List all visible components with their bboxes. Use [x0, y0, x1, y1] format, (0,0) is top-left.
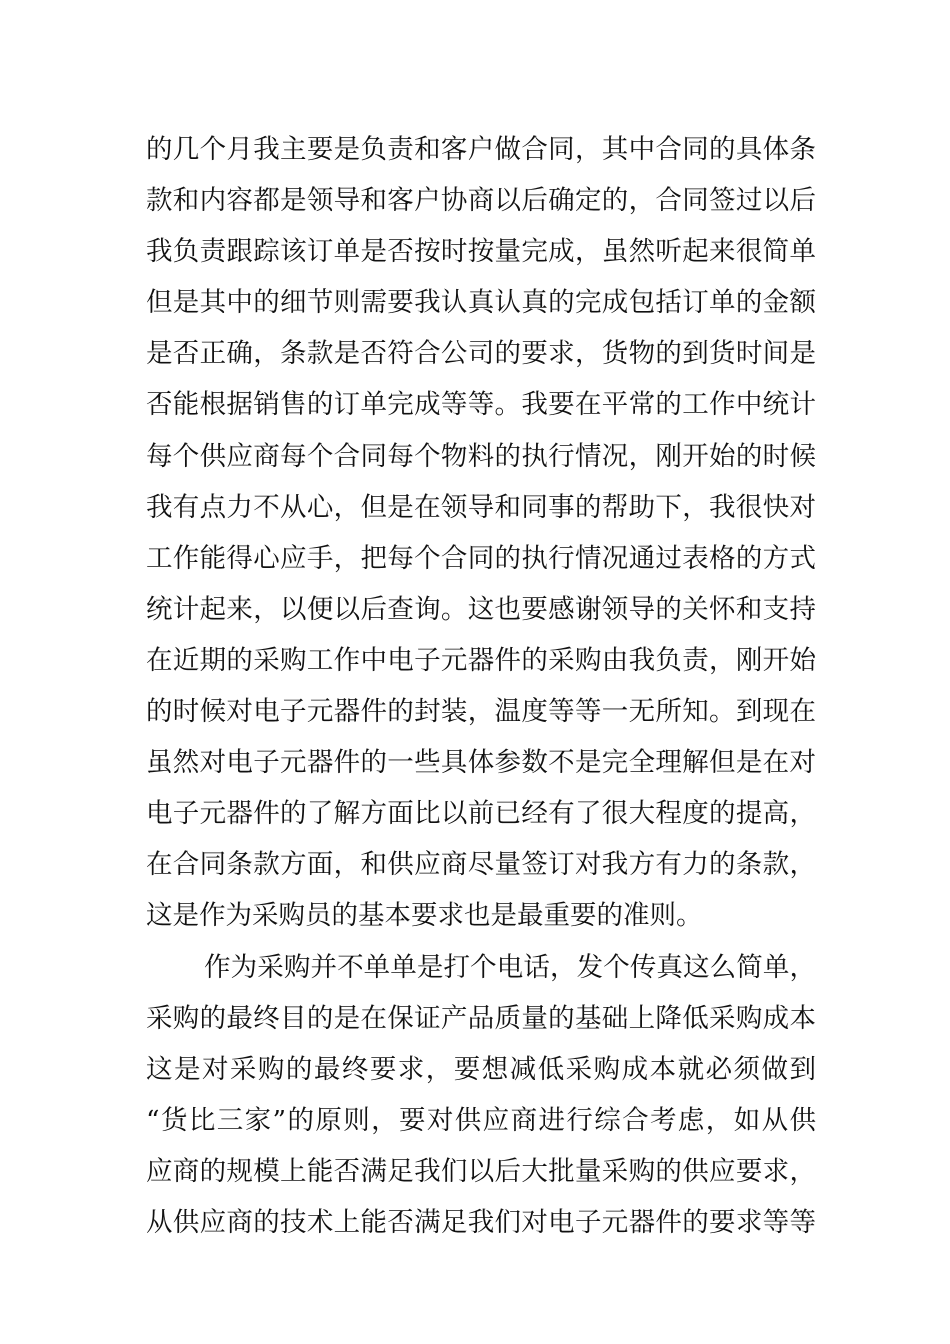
paragraph-line: 应商的规模上能否满足我们以后大批量采购的供应要求，: [146, 1155, 816, 1187]
paragraph-line: 款和内容都是领导和客户协商以后确定的，合同签过以后: [146, 185, 816, 217]
paragraph-line: 在近期的采购工作中电子元器件的采购由我负责，刚开始: [146, 644, 816, 676]
paragraph-line: 的时候对电子元器件的封装，温度等等一无所知。到现在: [146, 696, 816, 728]
paragraph-line: 但是其中的细节则需要我认真认真的完成包括订单的金额: [146, 287, 816, 319]
paragraph-line: 每个供应商每个合同每个物料的执行情况，刚开始的时候: [146, 440, 816, 472]
paragraph-line: 作为采购并不单单是打个电话，发个传真这么简单，: [204, 951, 816, 983]
paragraph-line: 这是作为采购员的基本要求也是最重要的准则。: [146, 900, 703, 932]
paragraph-line: 是否正确，条款是否符合公司的要求，货物的到货时间是: [146, 338, 816, 370]
paragraph-line: 从供应商的技术上能否满足我们对电子元器件的要求等等: [146, 1206, 816, 1238]
paragraph-line: “货比三家”的原则，要对供应商进行综合考虑，如从供: [146, 1104, 816, 1136]
paragraph-line: 这是对采购的最终要求，要想减低采购成本就必须做到: [146, 1053, 816, 1085]
paragraph-line: 我有点力不从心，但是在领导和同事的帮助下，我很快对: [146, 491, 816, 523]
paragraph-line: 否能根据销售的订单完成等等。我要在平常的工作中统计: [146, 389, 816, 421]
paragraph-line: 在合同条款方面，和供应商尽量签订对我方有力的条款，: [146, 849, 816, 881]
paragraph-line: 电子元器件的了解方面比以前已经有了很大程度的提高，: [146, 798, 816, 830]
paragraph-line: 我负责跟踪该订单是否按时按量完成，虽然听起来很简单: [146, 236, 816, 268]
body-text: [146, 124, 816, 1248]
paragraph-line: 虽然对电子元器件的一些具体参数不是完全理解但是在对: [146, 747, 816, 779]
paragraph-line: 统计起来，以便以后查询。这也要感谢领导的关怀和支持: [146, 593, 816, 625]
paragraph-line: 采购的最终目的是在保证产品质量的基础上降低采购成本: [146, 1002, 816, 1034]
paragraph-line: 工作能得心应手，把每个合同的执行情况通过表格的方式: [146, 542, 816, 574]
paragraph-line: 的几个月我主要是负责和客户做合同，其中合同的具体条: [146, 134, 816, 165]
